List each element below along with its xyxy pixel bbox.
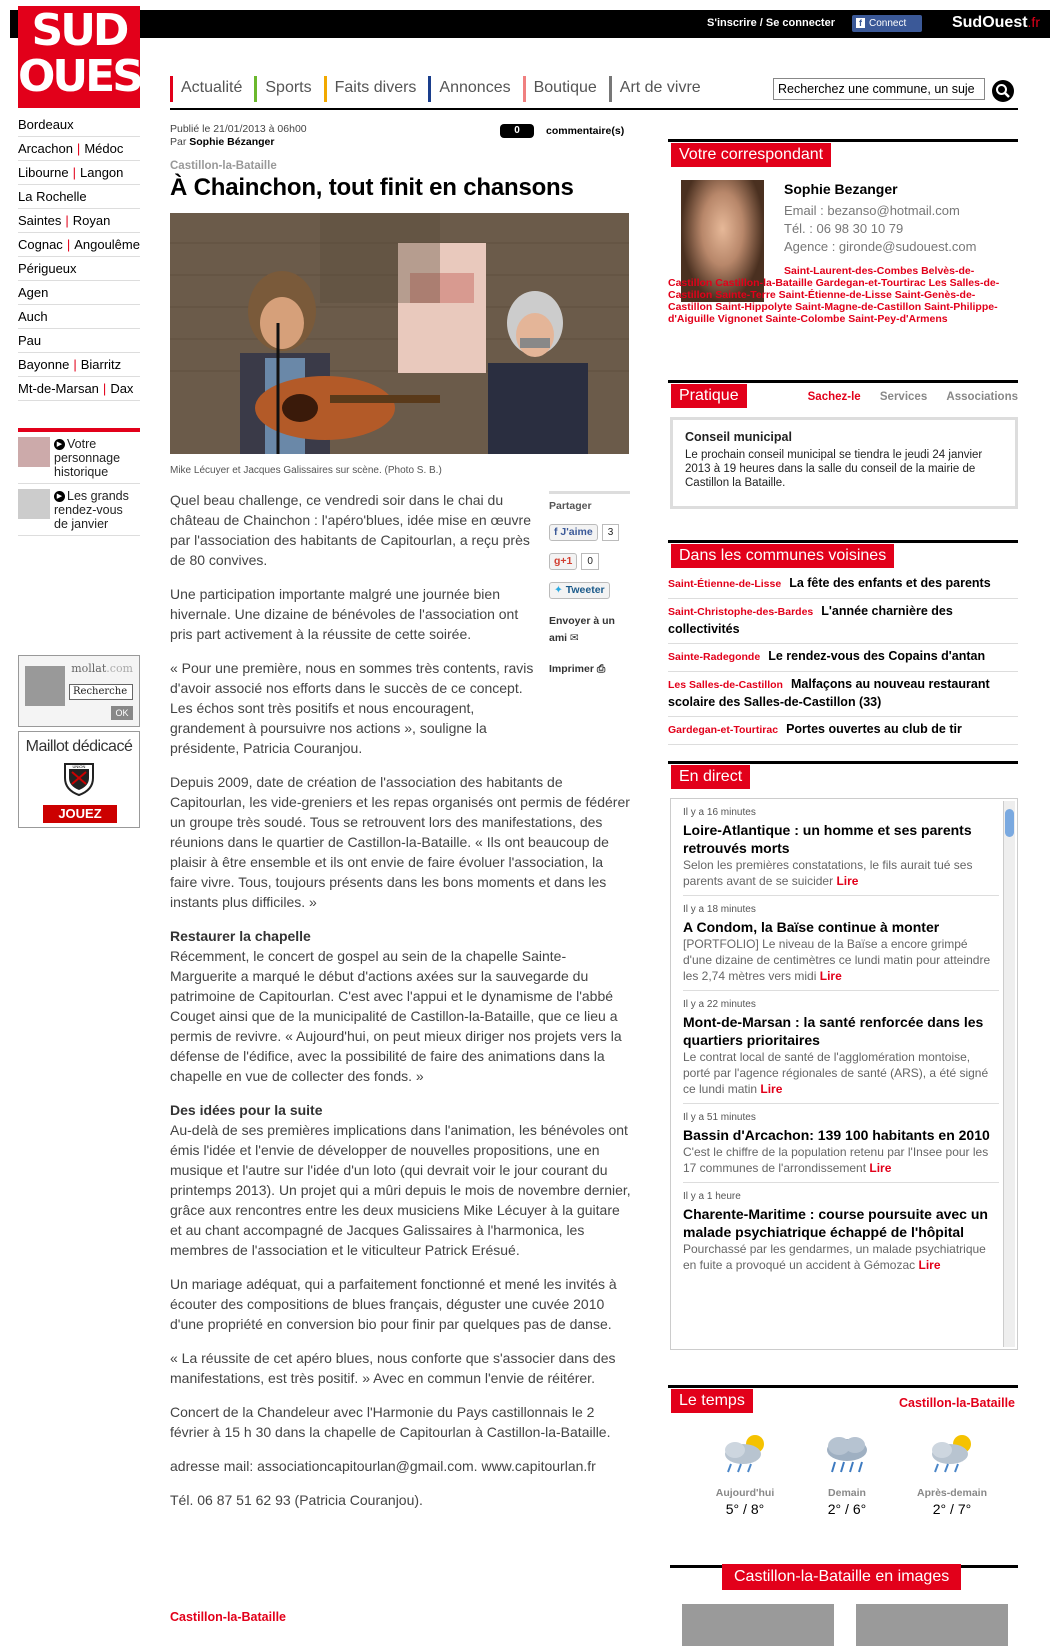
article-paragraph: « Pour une première, nous en sommes très contents, ravis d'avoir associé nos efforts dans le succès de ce concept. Les échos sont très positifs et nous encouragent, grandement à poursuivre nos actions », souligne la présidente, Patricia Couranjou. — [170, 660, 534, 756]
correspondant-section — [668, 139, 1018, 163]
city-link[interactable]: Langon — [80, 165, 124, 180]
maillot-title: Maillot dédicacé — [25, 738, 133, 755]
voisine-town[interactable]: Gardegan-et-Tourtirac — [668, 724, 779, 736]
nav-boutique[interactable]: Boutique — [523, 76, 609, 102]
nav-faits-divers[interactable]: Faits divers — [324, 76, 429, 102]
search-button[interactable] — [992, 80, 1014, 102]
article-contact-email: adresse mail: associationcapitourlan@gmail.com. www.capitourlan.fr — [170, 1458, 596, 1474]
mollat-search-input[interactable]: Recherche — [69, 684, 133, 700]
city-link[interactable]: Royan — [72, 213, 111, 228]
sun-rain-icon — [715, 1430, 775, 1476]
tab-services[interactable]: Services — [879, 391, 928, 403]
section-title: Dans les communes voisines — [671, 544, 894, 568]
comment-label: commentaire(s) — [546, 125, 625, 137]
left-promos — [18, 428, 140, 536]
gallery-thumbnail[interactable] — [856, 1604, 1008, 1646]
pratique-box — [670, 417, 1018, 509]
correspondant-phone: Tél. : 06 98 30 10 79 — [784, 221, 904, 236]
comment-count-badge: 0 — [500, 124, 534, 138]
section-title: Castillon-la-Bataille en images — [722, 1564, 961, 1590]
section-title: Le temps — [671, 1389, 753, 1413]
pratique-tabs — [792, 391, 1018, 403]
list-item[interactable] — [668, 571, 1018, 599]
item-text: Selon les premières constatations, le fils aurait tué ses parents avant de se suicider — [683, 858, 973, 888]
list-item[interactable] — [668, 644, 1018, 672]
logo-line1: SUD — [31, 5, 127, 56]
top-bar — [10, 10, 1050, 38]
section-title: En direct — [671, 765, 750, 789]
list-item[interactable] — [683, 991, 999, 1104]
promo-personnage[interactable] — [18, 432, 140, 484]
logo-underline — [18, 104, 140, 108]
city-row — [18, 257, 140, 281]
correspondant-email[interactable]: Email : bezanso@hotmail.com — [784, 203, 960, 218]
city-row: Saintes | Royan — [18, 209, 140, 233]
city-link[interactable]: Pau — [18, 333, 42, 348]
envelope-icon: ✉ — [570, 632, 579, 644]
correspondant-towns[interactable]: Saint-Laurent-des-Combes Belvès-de-Castillon Castillon-la-Bataille Gardegan-et-Tourtirac Les Salles-de-Castillon Sainte-Terre Saint-Étienne-de-Lisse Saint-Genès-de-Castillon Saint-Hippolyte Saint-Magne-de-Castillon Saint-Philippe-d'Aiguille Vignonet Sainte-Colombe Saint-Pey-d'Armens — [668, 265, 1000, 325]
read-more-link[interactable]: Lire — [819, 969, 842, 983]
by-label: Par — [170, 136, 187, 148]
google-plus-icon: g — [554, 555, 561, 567]
article-paragraph: « La réussite de cet apéro blues, nous conforte que s'associer dans des manifestations, est très positif. » Avec en commun l'envie de réitérer. — [170, 1350, 616, 1386]
direct-section — [668, 761, 1018, 785]
city-row — [18, 113, 140, 137]
city-link[interactable]: La Rochelle — [18, 189, 87, 204]
gplus-count: 0 — [581, 553, 599, 570]
pratique-section — [668, 380, 1018, 404]
search-input[interactable] — [773, 78, 985, 100]
list-item[interactable] — [668, 672, 1018, 717]
weather-day — [695, 1430, 795, 1517]
item-time: Il y a 1 heure — [683, 1191, 741, 1202]
article-contact-phone: Tél. 06 87 51 62 93 (Patricia Couranjou). — [170, 1492, 423, 1508]
item-time: Il y a 22 minutes — [683, 999, 756, 1010]
voisine-town[interactable]: Saint-Christophe-des-Bardes — [668, 606, 814, 618]
city-row: Mt-de-Marsan | Dax — [18, 377, 140, 401]
fb-like-label: J'aime — [560, 526, 593, 538]
city-link[interactable]: Médoc — [84, 141, 124, 156]
sudouest-logo[interactable] — [18, 5, 168, 104]
photo-caption: Mike Lécuyer et Jacques Galissaires sur scène. (Photo S. B.) — [170, 465, 442, 476]
email-friend-label: Envoyer à un ami — [549, 615, 615, 644]
twitter-icon: ✦ — [554, 584, 566, 596]
facebook-connect-label: Connect — [869, 18, 907, 29]
article-paragraph: Récemment, le concert de gospel au sein de la chapelle Sainte-Marguerite a marqué le début d'actions axées sur la sauvegarde du patrimoine de Capitourlan. C'est avec l'appui et le dynamisme de l'abbé Couget ainsi que de la municipalité de Castillon-la-Bataille, que ce lieu a permis de revivre. « Aujourd'hui, on peut mieux diriger nos projets vers la défense de l'édifice, avec la possibilité de faire des animations dans la chapelle en vue de collecter des fonds. » — [170, 948, 622, 1084]
concert-photo-illustration — [170, 213, 629, 454]
voisine-headline[interactable]: L'année charnière des collectivités — [668, 604, 953, 636]
article-paragraph: Au-delà de ses premières implications dans l'animation, les bénévoles ont émis l'idée et l'envie de développer de nouvelles propositions, une en musique et l'autre sur l'idée d'un loto (qui devrait voir le jour courant du printemps 2013). Un projet qui a mûri depuis le mois de novembre dernier, grâce aux rencontres entre les deux musiciens Mike Lécuyer à la guitare et au chant accompagné de Jacques Galissaires à l'harmonica, les membres de l'association et le viticulteur Patrick Erésué. — [170, 1122, 631, 1258]
item-time: Il y a 51 minutes — [683, 1112, 756, 1123]
nav-actualite[interactable]: Actualité — [170, 76, 254, 102]
city-row — [18, 329, 140, 353]
voisine-headline[interactable]: Le rendez-vous des Copains d'antan — [768, 649, 986, 663]
list-item[interactable] — [683, 1104, 999, 1183]
facebook-connect-button[interactable] — [852, 15, 922, 32]
promo-label: Les grands rendez-vous de janvier — [54, 489, 129, 531]
mollat-ad[interactable] — [18, 655, 140, 727]
weather-day — [797, 1430, 897, 1517]
item-title[interactable]: Mont-de-Marsan : la santé renforcée dans les quartiers prioritaires — [683, 1014, 984, 1048]
voisines-list — [668, 571, 1018, 745]
list-item[interactable] — [668, 599, 1018, 644]
city-row: Bayonne | Biarritz — [18, 353, 140, 377]
mollat-ok-button[interactable]: OK — [111, 706, 133, 720]
city-row — [18, 305, 140, 329]
voisine-headline[interactable]: Portes ouvertes au club de tir — [786, 722, 962, 736]
city-row — [18, 185, 140, 209]
voisine-headline[interactable]: Malfaçons au nouveau restaurant scolaire des Salles-de-Castillon (33) — [668, 677, 990, 709]
comments-link[interactable] — [500, 124, 624, 138]
city-link[interactable]: Mt-de-Marsan — [18, 381, 99, 396]
article-footer-tag[interactable]: Castillon-la-Bataille — [170, 1610, 286, 1624]
city-row: Cognac | Angoulême — [18, 233, 140, 257]
article-kicker[interactable]: Castillon-la-Bataille — [170, 160, 277, 172]
city-row — [18, 281, 140, 305]
item-title[interactable]: A Condom, la Baïse continue à monter — [683, 919, 940, 935]
correspondant-name: Sophie Bezanger — [784, 181, 898, 197]
city-link[interactable]: Arcachon — [18, 141, 73, 156]
maillot-ad[interactable] — [18, 731, 140, 828]
weather-day-label: Aujourd'hui — [715, 1487, 775, 1499]
list-item[interactable] — [683, 1183, 999, 1279]
article-paragraph: Un mariage adéquat, qui a parfaitement fonctionné et mené les invités à écouter des compositions de blues français, déguster une cuvée 2010 d'une propriété en conversion bio pour finir par quelques pas de danse. — [170, 1276, 617, 1332]
city-link[interactable]: Saintes — [18, 213, 62, 228]
city-row: Libourne | Langon — [18, 161, 140, 185]
play-icon: ▶ — [54, 439, 65, 450]
item-title[interactable]: Bassin d'Arcachon: 139 100 habitants en 2010 — [683, 1127, 990, 1143]
weather-temp: 2° / 6° — [827, 1501, 867, 1517]
list-item[interactable] — [668, 717, 1018, 745]
weather-day-label: Demain — [828, 1487, 866, 1499]
voisines-section — [668, 540, 1018, 564]
article-headline: À Chainchon, tout finit en chansons — [170, 174, 574, 201]
promo-thumbnail — [18, 437, 50, 467]
article-meta — [170, 123, 307, 149]
rain-cloud-icon — [817, 1430, 877, 1476]
brand-name: SudOuest — [951, 14, 1028, 31]
item-text: [PORTFOLIO] Le niveau de la Baïse a encore grimpé d'une dizaine de centimètres ce lundi matin pour atteindre les 2,74 mètres vers midi — [683, 937, 991, 983]
pratique-box-title: Conseil municipal — [685, 430, 792, 444]
article-body — [170, 490, 632, 1524]
article-paragraph: Concert de la Chandeleur avec l'Harmonie du Pays castillonnais le 2 février à 15 h 30 dans la chapelle de Capitourlan à Castillon-la-Bataille. — [170, 1404, 611, 1440]
article-photo[interactable] — [170, 213, 629, 454]
item-time: Il y a 16 minutes — [683, 807, 756, 818]
city-link[interactable]: Bayonne — [18, 357, 70, 372]
fb-like-count: 3 — [602, 524, 620, 541]
author-name[interactable]: Sophie Bézanger — [189, 136, 275, 148]
tab-sachez-le[interactable]: Sachez-le — [807, 391, 861, 403]
signin-link[interactable]: S'inscrire / Se connecter — [707, 17, 835, 29]
search-icon — [992, 80, 1014, 102]
article-paragraph: Quel beau challenge, ce vendredi soir dans le chai du château de Chainchon : l'apéro'blues, idée mise en œuvre par l'association des habitants de Capitourlan, a reçu près de 80 convives. — [170, 492, 532, 568]
read-more-link[interactable]: Lire — [760, 1082, 783, 1096]
scrollbar-thumb[interactable] — [1005, 809, 1014, 837]
article-subheading: Des idées pour la suite — [170, 1102, 323, 1118]
promo-rendez-vous[interactable] — [18, 484, 140, 536]
sun-rain-icon — [922, 1430, 982, 1476]
jouez-button[interactable]: JOUEZ — [43, 805, 117, 823]
read-more-link[interactable]: Lire — [918, 1258, 941, 1272]
voisine-town[interactable]: Les Salles-de-Castillon — [668, 679, 783, 691]
city-link[interactable]: Cognac — [18, 237, 63, 252]
nav-sports[interactable]: Sports — [254, 76, 323, 102]
weather-day — [902, 1430, 1002, 1517]
print-label: Imprimer — [549, 663, 594, 675]
city-link[interactable]: Bordeaux — [18, 117, 74, 132]
voisine-town[interactable]: Sainte-Radegonde — [668, 651, 761, 663]
city-link[interactable]: Agen — [18, 285, 49, 300]
shield-badge-text: UNION — [72, 764, 86, 769]
section-title: Pratique — [671, 384, 747, 408]
weather-temp: 5° / 8° — [725, 1501, 765, 1517]
article-subheading: Restaurer la chapelle — [170, 928, 311, 944]
mollat-brand — [71, 662, 133, 675]
nav-annonces[interactable]: Annonces — [428, 76, 522, 102]
weather-town[interactable]: Castillon-la-Bataille — [899, 1396, 1015, 1410]
mollat-illustration — [25, 666, 65, 706]
city-link[interactable]: Dax — [110, 381, 134, 396]
main-nav — [170, 76, 713, 102]
logo-line2: OUEST — [18, 51, 168, 102]
promo-label: Votre personnage historique — [54, 437, 121, 479]
city-link[interactable]: Auch — [18, 309, 48, 324]
play-icon: ▶ — [54, 491, 65, 502]
nav-art-de-vivre[interactable]: Art de vivre — [609, 76, 713, 102]
voisine-headline[interactable]: La fête des enfants et des parents — [789, 576, 991, 590]
item-time: Il y a 18 minutes — [683, 904, 756, 915]
item-text: Le contrat local de santé de l'agglomération montoise, porté par l'agence régionales de santé (ARS), a été signé ce lundi matin — [683, 1050, 989, 1096]
city-link[interactable]: Angoulême — [74, 237, 140, 252]
brand-tld: .fr — [1027, 14, 1040, 30]
city-link[interactable]: Biarritz — [80, 357, 122, 372]
article-paragraph: Depuis 2009, date de création de l'association des habitants de Capitourlan, les vide-greniers et les repas organisés ont permis de fédérer un groupe très soudé. Tous se retrouvent lors des manifestations, des réunions dans le quartier de Castillon-la-Bataille. « Ils ont beaucoup de plaisir à être ensemble et ils ont envie de faire évoluer l'association, la faire vivre. Tous, toujours présents dans les bons moments et dans les instants plus difficiles. » — [170, 774, 630, 910]
pratique-box-text: Le prochain conseil municipal se tiendra le jeudi 24 janvier 2013 à 19 heures dans la salle du conseil de la mairie de Castillon la Bataille. — [685, 449, 983, 489]
printer-icon: ⎙ — [596, 663, 606, 675]
facebook-icon: f — [856, 18, 865, 28]
article-paragraph: Une participation importante malgré une journée bien hivernale. Une dizaine de bénévoles de l'association ont pris part activement à la réussite de cette soirée. — [170, 586, 519, 642]
promo-thumbnail — [18, 489, 50, 519]
gplus-label: +1 — [560, 555, 573, 567]
correspondant-info — [784, 180, 976, 256]
nav-divider — [170, 108, 1018, 110]
weather-day-label: Après-demain — [916, 1487, 988, 1499]
read-more-link[interactable]: Lire — [836, 874, 859, 888]
read-more-link[interactable]: Lire — [869, 1161, 892, 1175]
direct-feed[interactable] — [670, 798, 1018, 1350]
item-title[interactable]: Loire-Atlantique : un homme et ses parents retrouvés morts — [683, 822, 972, 856]
city-link[interactable]: Libourne — [18, 165, 69, 180]
weather-temp: 2° / 7° — [932, 1501, 972, 1517]
publish-date: Publié le 21/01/2013 à 06h00 — [170, 123, 307, 135]
sudouest-brand[interactable] — [952, 14, 1040, 32]
facebook-icon: f — [554, 526, 561, 538]
city-row: Arcachon | Médoc — [18, 137, 140, 161]
list-item[interactable] — [683, 896, 999, 991]
mollat-brand-name: mollat — [71, 662, 107, 675]
voisine-town[interactable]: Saint-Étienne-de-Lisse — [668, 578, 782, 590]
correspondant-agency[interactable]: Agence : gironde@sudouest.com — [784, 239, 977, 254]
feed-scrollbar[interactable] — [1003, 801, 1015, 1347]
tweet-label: Tweeter — [565, 584, 605, 596]
city-link[interactable]: Périgueux — [18, 261, 77, 276]
tab-associations[interactable]: Associations — [946, 391, 1018, 403]
item-title[interactable]: Charente-Maritime : course poursuite avec un malade psychiatrique échappé de l'hôpital — [683, 1206, 988, 1240]
item-text: C'est le chiffre de la population retenu par l'Insee pour les 17 communes de l'arrondissement — [683, 1145, 989, 1175]
list-item[interactable] — [683, 799, 999, 896]
section-title: Votre correspondant — [671, 143, 831, 167]
gallery-thumbnail[interactable] — [682, 1604, 834, 1646]
shield-icon — [62, 760, 96, 796]
mollat-brand-suffix: .com — [106, 662, 133, 675]
city-list — [18, 113, 140, 401]
share-title: Partager — [549, 491, 630, 512]
item-text: Pourchassé par les gendarmes, un malade psychiatrique en fuite a provoqué un accident à Gémozac — [683, 1242, 986, 1272]
